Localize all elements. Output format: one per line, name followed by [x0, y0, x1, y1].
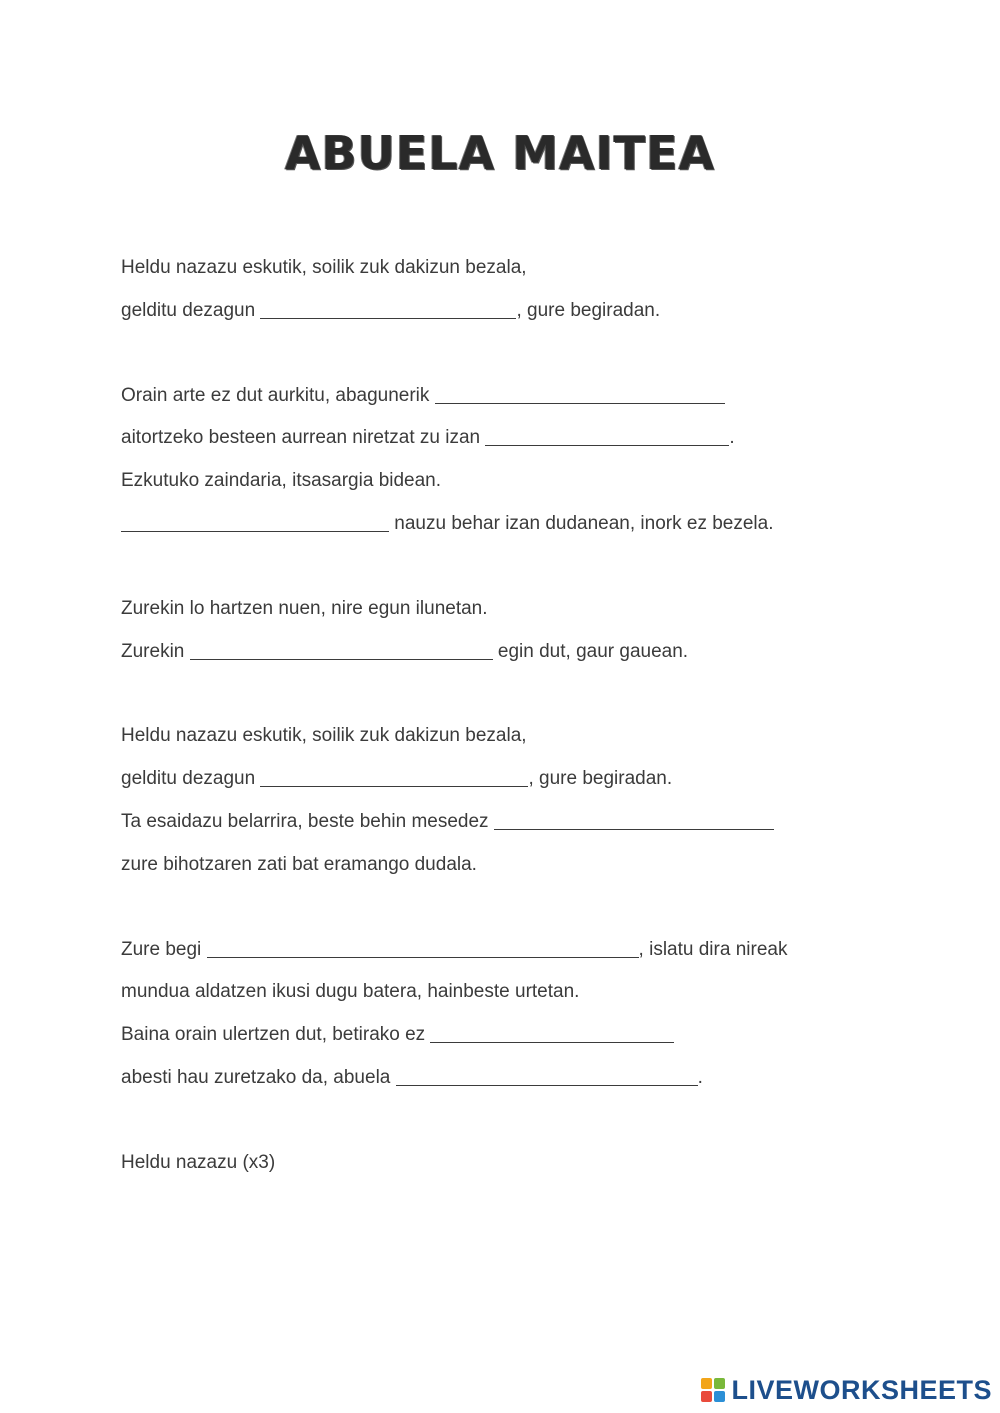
lyric-text: .	[729, 427, 735, 449]
lyric-text: Ta esaidazu belarrira, beste behin mesedez	[121, 810, 494, 832]
lyric-text: Baina orain ulertzen dut, betirako ez	[121, 1024, 431, 1046]
answer-blank[interactable]	[430, 1022, 674, 1043]
lyric-text: Heldu nazazu eskutik, soilik zuk dakizun bezala,	[121, 725, 527, 747]
lyric-line	[121, 1057, 881, 1100]
worksheet-title: ABUELA MAITEA	[284, 126, 716, 180]
lyric-line	[121, 758, 881, 801]
lyric-text: mundua aldatzen ikusi dugu batera, hainbeste urtetan.	[121, 981, 580, 1003]
lyric-line	[121, 929, 881, 972]
answer-blank[interactable]	[207, 937, 639, 958]
answer-blank[interactable]	[260, 766, 528, 787]
lyric-text: egin dut, gaur gauean.	[492, 640, 689, 662]
lyric-line	[121, 715, 881, 758]
lyric-line	[121, 290, 881, 333]
answer-blank[interactable]	[260, 298, 516, 319]
lyric-line	[121, 844, 881, 887]
lyric-line	[121, 801, 881, 844]
lyric-line	[121, 503, 881, 546]
lyric-text: gelditu dezagun	[121, 768, 261, 790]
lyric-text: aitortzeko besteen aurrean niretzat zu izan	[121, 427, 486, 449]
stanza-5	[121, 929, 881, 1100]
lyric-line	[121, 460, 881, 503]
lyric-line	[121, 588, 881, 631]
liveworksheets-logo-icon	[701, 1378, 725, 1402]
lyric-line	[121, 375, 881, 418]
lyric-line	[121, 971, 881, 1014]
lyric-line	[121, 631, 881, 674]
lyric-text: Heldu nazazu eskutik, soilik zuk dakizun bezala,	[121, 257, 527, 278]
lyric-text: , gure begiradan.	[528, 768, 673, 790]
lyric-text: nauzu behar izan dudanean, inork ez bezela.	[389, 512, 774, 534]
stanza-4	[121, 715, 881, 886]
lyric-text: gelditu dezagun	[121, 299, 261, 321]
answer-blank[interactable]	[485, 425, 729, 446]
stanza-2	[121, 375, 881, 546]
lyric-text: , islatu dira nireak	[638, 938, 788, 960]
stanza-1	[121, 247, 881, 333]
brand-name: LIVEWORKSHEETS	[731, 1374, 992, 1405]
liveworksheets-footer	[701, 1375, 992, 1405]
answer-blank[interactable]	[494, 809, 774, 830]
lyric-text: , gure begiradan.	[516, 299, 661, 321]
lyric-line	[121, 417, 881, 460]
logo-block	[714, 1391, 725, 1402]
lyrics-container	[121, 247, 881, 1227]
lyric-line	[121, 1014, 881, 1057]
logo-block	[701, 1391, 712, 1402]
answer-blank[interactable]	[121, 511, 389, 532]
answer-blank[interactable]	[190, 639, 493, 660]
lyric-text: .	[697, 1066, 703, 1088]
lyric-line	[121, 247, 881, 290]
lyric-text: zure bihotzaren zati bat eramango dudala.	[121, 853, 477, 875]
stanza-3	[121, 588, 881, 674]
lyric-text: Orain arte ez dut aurkitu, abagunerik	[121, 384, 435, 406]
lyric-text: Heldu nazazu (x3)	[121, 1151, 276, 1173]
logo-block	[714, 1378, 725, 1389]
logo-block	[701, 1378, 712, 1389]
answer-blank[interactable]	[435, 383, 725, 404]
lyric-text: Zure begi	[121, 938, 207, 960]
lyric-text: Zurekin lo hartzen nuen, nire egun ilunetan.	[121, 597, 488, 619]
lyric-text: Zurekin	[121, 640, 190, 662]
lyric-line	[121, 1142, 881, 1185]
stanza-6	[121, 1142, 881, 1185]
lyric-text: Ezkutuko zaindaria, itsasargia bidean.	[121, 470, 442, 492]
lyric-text: abesti hau zuretzako da, abuela	[121, 1066, 396, 1088]
answer-blank[interactable]	[396, 1065, 698, 1086]
